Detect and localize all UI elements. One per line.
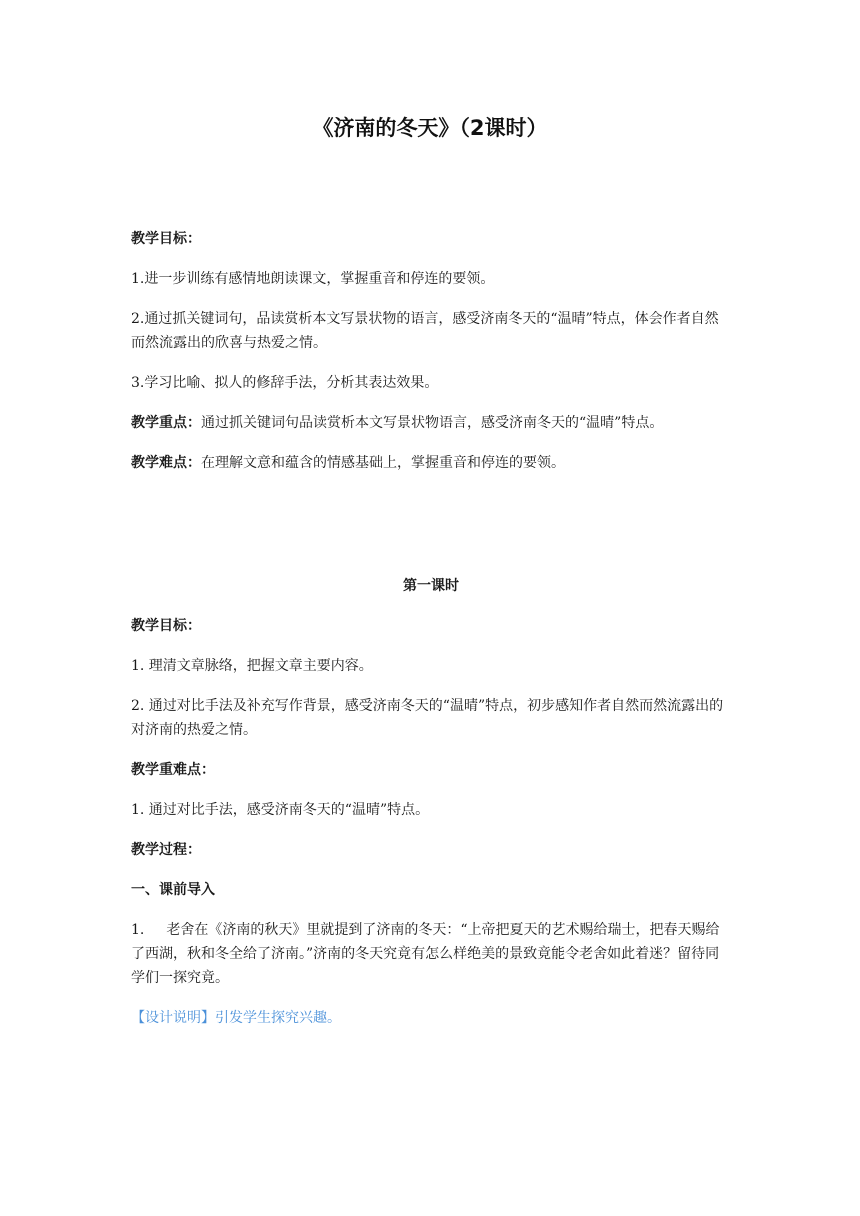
- key-difficulty-heading: 教学重难点：: [131, 762, 215, 778]
- process-heading: 教学过程：: [131, 842, 201, 858]
- lesson1-heading: 第一课时: [403, 578, 459, 594]
- lesson1-section: [131, 574, 731, 1030]
- key-point-paragraph: [131, 411, 731, 435]
- objective-item-1: 1.进一步训练有感情地朗读课文，掌握重音和停连的要领。: [131, 271, 495, 287]
- design-note: 【设计说明】引发学生探究兴趣。: [131, 1010, 341, 1026]
- document-title: 《济南的冬天》（2课时）: [312, 116, 548, 140]
- key-point-text: 通过抓关键词句品读赏析本文写景状物语言，感受济南冬天的“温晴”特点。: [201, 415, 664, 431]
- objective-item-3: 3.学习比喻、拟人的修辞手法，分析其表达效果。: [131, 375, 439, 391]
- lesson1-objective-item-1: 1. 理清文章脉络，把握文章主要内容。: [131, 658, 373, 674]
- lesson1-objective-item-2: 2. 通过对比手法及补充写作背景，感受济南冬天的“温晴”特点，初步感知作者自然而然流露出的对济南的热爱之情。: [131, 698, 724, 738]
- lesson1-objectives-heading: 教学目标：: [131, 618, 201, 634]
- key-point-label: 教学重点：: [131, 415, 201, 431]
- part1-number: 1.: [131, 922, 145, 938]
- difficulty-paragraph: [131, 451, 731, 475]
- part1-heading: 一、课前导入: [131, 882, 215, 898]
- key-difficulty-item-1: 1. 通过对比手法，感受济南冬天的“温晴”特点。: [131, 802, 430, 818]
- objectives-heading: 教学目标：: [131, 231, 201, 247]
- objective-item-2: 2.通过抓关键词句，品读赏析本文写景状物的语言，感受济南冬天的“温晴”特点，体会作者自然而然流露出的欣喜与热爱之情。: [131, 311, 719, 351]
- part1-text: 老舍在《济南的秋天》里就提到了济南的冬天：“上帝把夏天的艺术赐给瑞士，把春天赐给了西湖，秋和冬全给了济南。”济南的冬天究竟有怎么样绝美的景致竟能令老舍如此着迷？留待同学们一探究竟。: [131, 922, 720, 986]
- overview-section: [131, 227, 731, 475]
- difficulty-text: 在理解文意和蕴含的情感基础上，掌握重音和停连的要领。: [201, 455, 565, 471]
- difficulty-label: 教学难点：: [131, 455, 201, 471]
- part1-paragraph: [131, 918, 731, 990]
